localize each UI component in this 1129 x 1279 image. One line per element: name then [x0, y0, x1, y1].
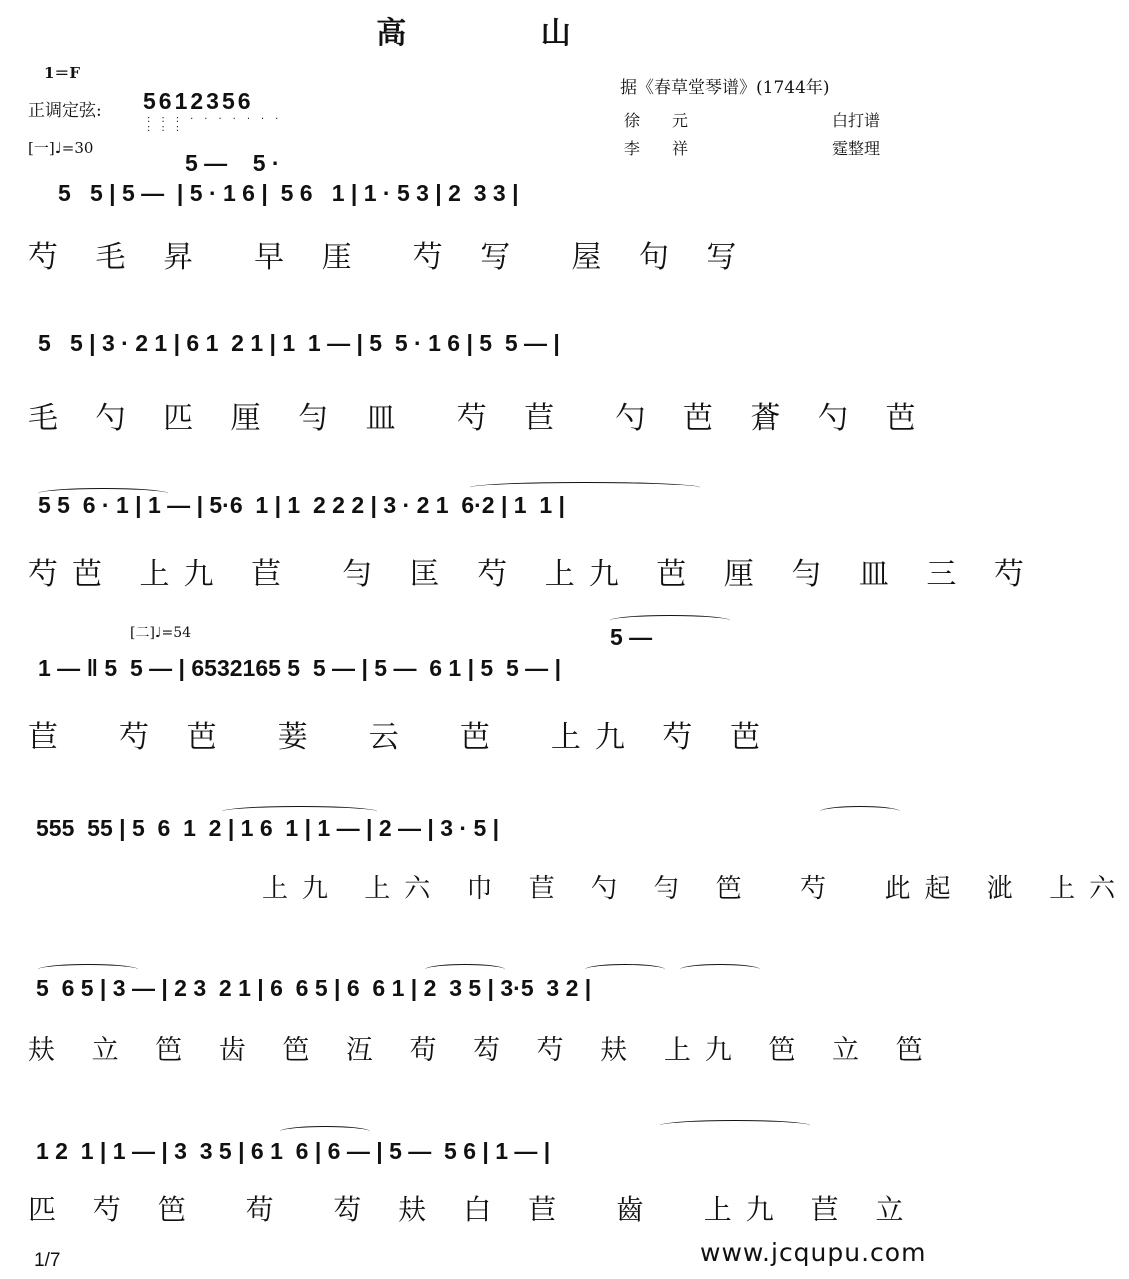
- page-title: 高 山: [376, 16, 633, 51]
- page-number: 1/7: [34, 1250, 61, 1271]
- staff-1-notes: 5 5 | 5 — | 5 · 1 6 | 5 6 1 | 1 · 5 3 | 2 3 3 |: [58, 180, 519, 206]
- staff-7-tablature: 匹 芍 笆 苟 芶 㚘 白 苣 齒 上九 苣 立: [28, 1193, 918, 1226]
- tuning-octave-dots: :::······· :::: [147, 114, 290, 134]
- staff-2-tablature: 毛 勺 匹 厘 勻 皿 芍 苣 勺 芭 蒼 勺 芭: [28, 401, 930, 436]
- staff-6-notes: 5 6 5 | 3 — | 2 3 2 1 | 6 6 5 | 6 6 1 | 2 3 5 | 3·5 3 2 |: [36, 975, 592, 1001]
- slur: [585, 964, 665, 975]
- staff-2-notes: 5 5 | 3 · 2 1 | 6 1 2 1 | 1 1 — | 5 5 · 1 6 | 5 5 — |: [38, 330, 560, 356]
- website-watermark[interactable]: www.jcqupu.com: [700, 1238, 927, 1267]
- slur: [425, 964, 505, 975]
- staff-6-tablature: 㚘 立 笆 齿 笆 沍 苟 芶 芍 㚘 上九 笆 立 笆: [28, 1035, 937, 1066]
- tuning-notes: 5612356: [143, 88, 254, 114]
- staff-5-tablature: 上九 上六 巾 苣 勺 勻 笆 芍 此起 泚 上六: [262, 874, 1129, 904]
- section-two-tempo: [二]♩=54: [130, 625, 192, 641]
- slur: [38, 488, 168, 499]
- credit-1-name: 徐 元: [624, 111, 689, 130]
- section-one-tempo: [一]♩=30: [28, 139, 94, 157]
- staff-1-upper-notes: 5 — 5 ·: [185, 150, 280, 176]
- staff-5-notes: 555 55 | 5 6 1 2 | 1 6 1 | 1 — | 2 — | 3 · 5 |: [36, 815, 500, 841]
- staff-3-tablature: 芍芭 上九 苣 勻 匡 芍 上九 芭 厘 勻 皿 三 芍: [28, 557, 1038, 592]
- slur: [610, 615, 730, 626]
- staff-4-upper-notes: 5 —: [610, 624, 653, 650]
- staff-7-notes: 1 2 1 | 1 — | 3 3 5 | 6 1 6 | 6 — | 5 — 5 6 | 1 — |: [36, 1138, 551, 1164]
- staff-4-tablature: 苣 芍 芭 菨 云 芭 上九 芍 芭: [28, 720, 774, 755]
- staff-1-tablature: 芍 毛 昇 早 厓 芍 写 屋 句 写: [28, 240, 751, 275]
- slur: [280, 1126, 370, 1137]
- credit-2-role: 霆整理: [832, 139, 881, 158]
- key-signature: 1＝F: [44, 64, 81, 82]
- slur: [820, 806, 900, 817]
- slur: [660, 1120, 810, 1131]
- credit-1-role: 白打谱: [832, 111, 881, 130]
- slur: [680, 964, 760, 975]
- tuning-label: 正调定弦:: [28, 101, 102, 121]
- staff-3-notes: 5 5 6 · 1 | 1 — | 5·6 1 | 1 2 2 2 | 3 · 2 1 6·2 | 1 1 |: [38, 492, 565, 518]
- credit-2-name: 李 祥: [624, 139, 689, 158]
- slur: [470, 482, 700, 493]
- slur: [38, 964, 138, 975]
- source-citation: 据《春草堂琴谱》(1744年): [620, 78, 830, 98]
- staff-4-notes: 1 — ‖ 5 5 — | 6532165 5 5 — | 5 — 6 1 | 5 5 — |: [38, 655, 562, 681]
